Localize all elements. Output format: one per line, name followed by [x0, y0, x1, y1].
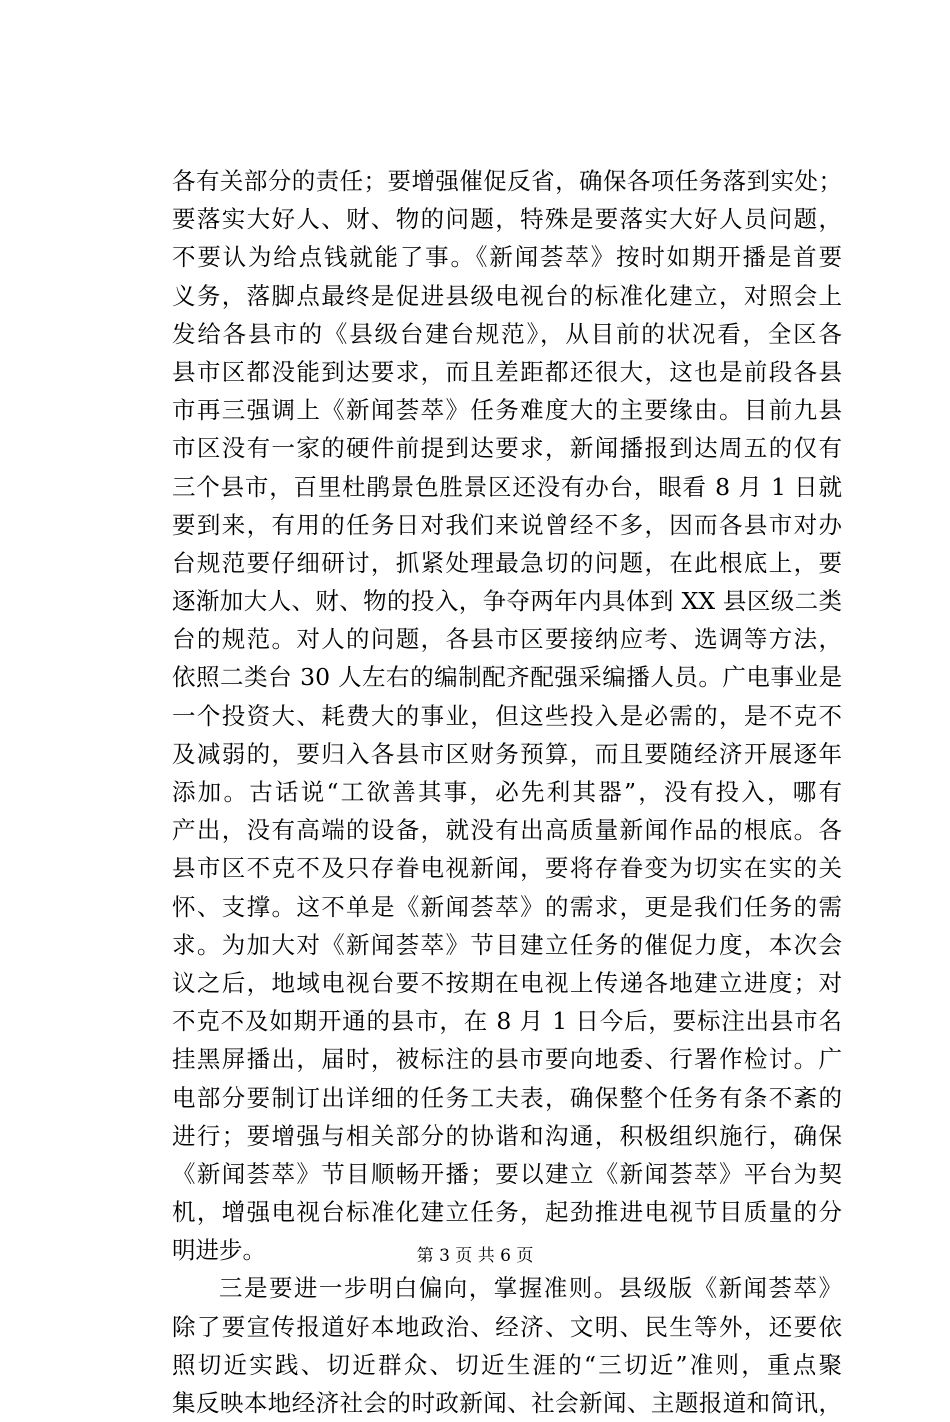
text-line: 义务，落脚点最终是促进县级电视台的标准化建立，对照会上 — [172, 281, 842, 310]
text-line: 求。为加大对《新闻荟萃》节目建立任务的催促力度，本次会 — [172, 930, 842, 959]
text-line: 照切近实践、切近群众、切近生涯的“三切近”准则，重点聚 — [172, 1350, 842, 1379]
body-text — [172, 162, 842, 1422]
text-line: 发给各县市的《县级台建台规范》，从目前的状况看，全区各 — [172, 319, 842, 348]
paragraph-end-line: 明进步。 — [172, 1236, 266, 1265]
text-line: 不克不及如期开通的县市，在 8 月 1 日今后，要标注出县市名 — [172, 1007, 842, 1036]
text-line: 不要认为给点钱就能了事。《新闻荟萃》按时如期开播是首要 — [172, 243, 842, 272]
text-line: 机，增强电视台标准化建立任务，起劲推进电视节目质量的分 — [172, 1198, 842, 1227]
text-line: 各有关部分的责任；要增强催促反省，确保各项任务落到实处； — [172, 167, 842, 195]
text-line: 添加。古话说“工欲善其事，必先利其器”，没有投入，哪有 — [172, 778, 842, 806]
text-line: 逐渐加大人、财、物的投入，争夺两年内具体到 XX 县区级二类 — [172, 587, 842, 616]
text-line: 县市区不克不及只存眷电视新闻，要将存眷变为切实在实的关 — [172, 854, 842, 883]
text-line: 产出，没有高端的设备，就没有出高质量新闻作品的根底。各 — [172, 816, 842, 845]
text-line: 市再三强调上《新闻荟萃》任务难度大的主要缘由。目前九县 — [172, 396, 842, 425]
page-number: 第 3 页 共 6 页 — [416, 1246, 534, 1266]
text-line: 挂黑屏播出，届时，被标注的县市要向地委、行署作检讨。广 — [172, 1045, 842, 1074]
text-line: 台的规范。对人的问题，各县市区要接纳应考、选调等方法， — [172, 625, 842, 654]
text-line: 怀、支撑。这不单是《新闻荟萃》的需求，更是我们任务的需 — [172, 892, 842, 921]
text-line: 要到来，有用的任务日对我们来说曾经不多，因而各县市对办 — [172, 510, 842, 539]
text-line: 县市区都没能到达要求，而且差距都还很大，这也是前段各县 — [172, 357, 842, 386]
paragraph-start-line: 三是要进一步明白偏向，掌握准则。县级版《新闻荟萃》 — [219, 1274, 842, 1303]
text-line: 要落实大好人、财、物的问题，特殊是要落实大好人员问题， — [172, 205, 842, 234]
text-line: 三个县市，百里杜鹃景色胜景区还没有办台，眼看 8 月 1 日就 — [172, 472, 842, 501]
text-line: 《新闻荟萃》节目顺畅开播；要以建立《新闻荟萃》平台为契 — [172, 1159, 842, 1188]
text-line: 一个投资大、耗费大的事业，但这些投入是必需的，是不克不 — [172, 701, 842, 730]
text-line: 依照二类台 30 人左右的编制配齐配强采编播人员。广电事业是 — [172, 663, 842, 692]
text-line: 议之后，地域电视台要不按期在电视上传递各地建立进度；对 — [172, 968, 842, 997]
text-line: 集反映本地经济社会的时政新闻、社会新闻、主题报道和简讯， — [172, 1389, 842, 1417]
text-line: 电部分要制订出详细的任务工夫表，确保整个任务有条不紊的 — [172, 1083, 842, 1112]
text-line: 台规范要仔细研讨，抓紧处理最急切的问题，在此根底上，要 — [172, 548, 842, 577]
text-line: 市区没有一家的硬件前提到达要求，新闻播报到达周五的仅有 — [172, 434, 842, 463]
page-footer — [0, 1244, 950, 1268]
text-line: 及减弱的，要归入各县市区财务预算，而且要随经济开展逐年 — [172, 739, 842, 768]
text-line: 进行；要增强与相关部分的协谐和沟通，积极组织施行，确保 — [172, 1121, 842, 1150]
text-line: 除了要宣传报道好本地政治、经济、文明、民生等外，还要依 — [172, 1312, 842, 1341]
